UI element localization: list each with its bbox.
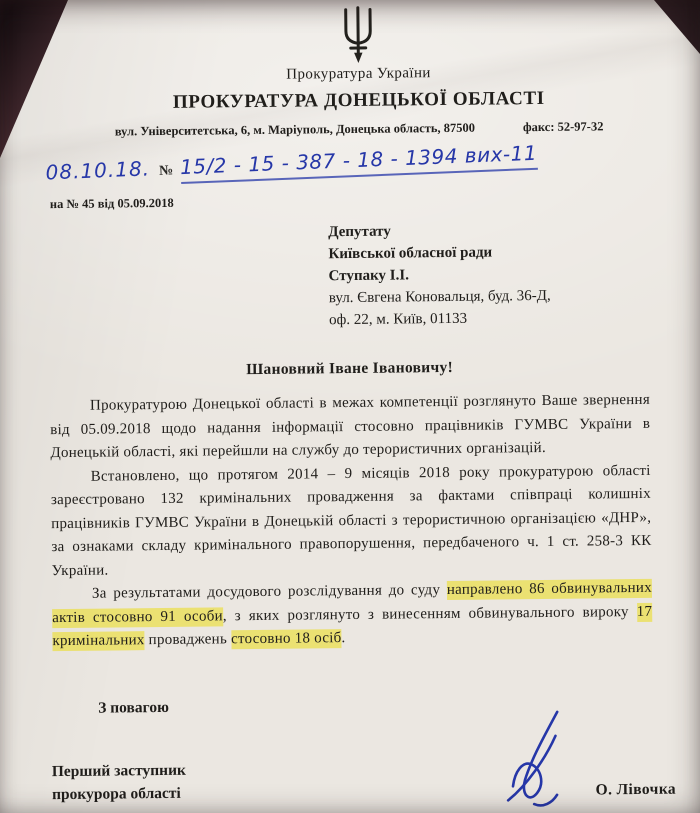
highlighted-segment: 17 кримінальних <box>52 603 653 650</box>
org-name-small: Прокуратура України <box>286 65 431 83</box>
ukraine-trident-icon <box>335 6 382 64</box>
signature-ink <box>493 706 582 811</box>
salutation: Шановний Іване Івановичу! <box>246 358 454 379</box>
body-segment: За результатами досудового розслідування до суду <box>91 581 447 602</box>
letterhead <box>38 3 679 141</box>
body-paragraph-2: Встановлено, що протягом 2014 – 9 місяців 2018 року прокуратурою області зареєстровано 132 кримінальних провадження за фактами співпраці колишніх працівників ГУМВС України в Донецькій області з терористичною організацією «ДНР», за ознаками складу кримінального правопорушення, передбаченого ч. 1 ст. 258-3 КК України. <box>50 462 652 579</box>
signer-position-line: прокурора області <box>51 784 181 804</box>
body-segment: . <box>341 630 346 647</box>
recipient-block <box>328 219 551 331</box>
letterhead-address: вул. Університетська, 6, м. Маріуполь, Донецька область, 87500 <box>114 120 476 139</box>
body-segment: проваджень <box>144 631 232 649</box>
highlighted-segment: стосовно 18 осіб <box>230 630 342 648</box>
body-paragraph-3 <box>52 577 653 654</box>
letterhead-address-row <box>39 119 679 141</box>
closing-regards: З повагою <box>98 698 169 717</box>
recipient-line: вул. Євгена Коновальця, буд. 36-Д, <box>328 287 551 307</box>
recipient-line: Ступаку І.І. <box>328 267 410 285</box>
recipient-line: Київської обласної ради <box>328 244 493 263</box>
body-segment: , з яких розглянуто з винесенням обвинувального вироку <box>222 603 637 624</box>
handwritten-ref-number <box>45 141 537 185</box>
body-paragraph-1: Прокуратурою Донецької області в межах компетенції розглянуто Ваше звернення від 05.09.2018 щодо надання інформації стосовно працівників ГУМВС України в Донецькій області, які перейшли на службу до терористичних організацій. <box>50 391 651 462</box>
recipient-line: оф. 22, м. Київ, 01133 <box>329 310 468 329</box>
recipient-line: Депутату <box>328 223 391 241</box>
reply-reference-line: на № 45 від 05.09.2018 <box>49 195 174 212</box>
number-sign: № <box>158 163 174 179</box>
signer-name: О. Лівочка <box>595 780 677 799</box>
handwritten-date: 08.10.18. <box>45 156 151 185</box>
signer-position-line: Перший заступник <box>51 761 187 781</box>
org-name-large: ПРОКУРАТУРА ДОНЕЦЬКОЇ ОБЛАСТІ <box>172 87 545 113</box>
letterhead-fax: факс: 52-97-32 <box>522 119 604 135</box>
letter-body <box>50 389 653 654</box>
handwritten-number: 15/2 - 15 - 387 - 18 - 1394 вих-11 <box>180 141 538 184</box>
highlighted-segment: направлено 86 обвинувальних актів стосовно 91 особи <box>52 579 652 626</box>
signer-position <box>52 759 187 806</box>
